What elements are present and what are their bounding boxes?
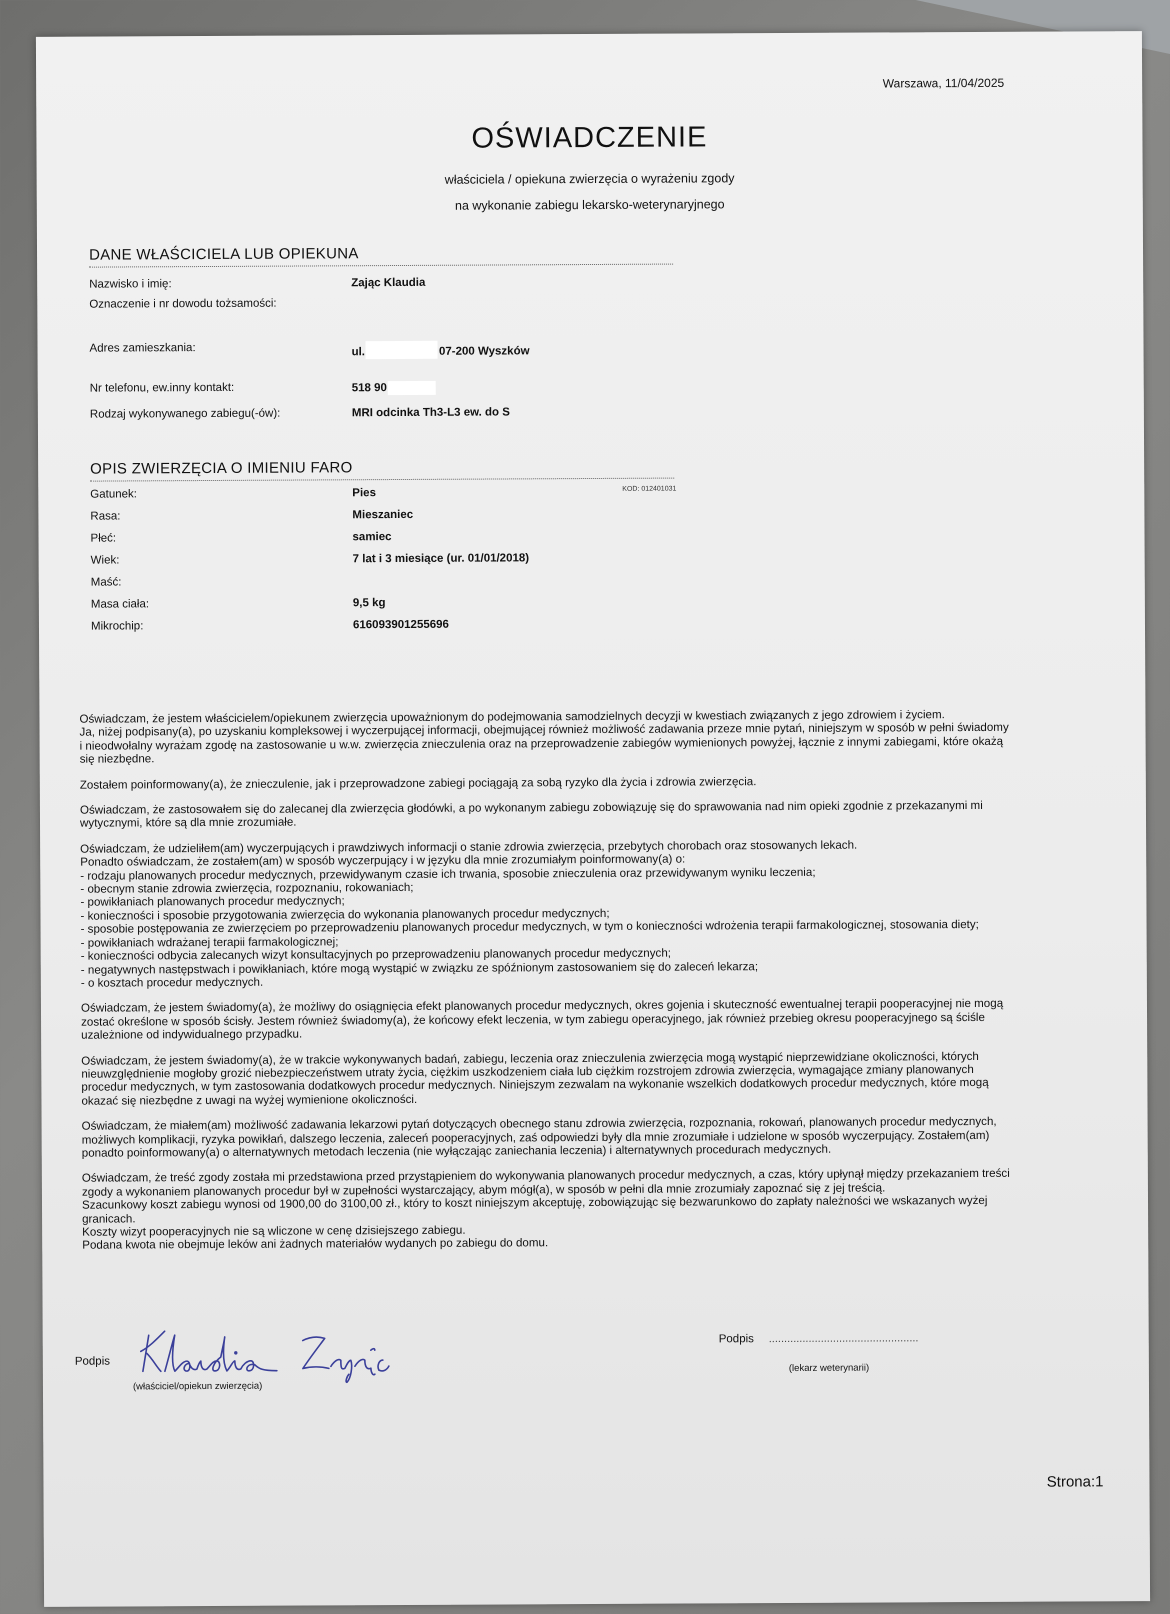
paragraph-line: Oświadczam, że treść zgody została mi przedstawiona przed przystąpieniem do wykonywania planowanych procedur medycznych, a czas, który upłynął między przekazaniem treści [81, 1167, 1010, 1186]
animal-row-value: 9,5 kg [352, 597, 386, 610]
paragraph-line: wytycznymi, które są dla mnie zrozumiałe. [79, 815, 297, 831]
owner-id-row [89, 295, 689, 311]
owner-phone-value [352, 381, 437, 395]
paragraph-line: - obecnym stanie zdrowia zwierzęcia, rozpoznaniu, rokowaniach; [80, 881, 414, 896]
paragraph-outcome [81, 997, 1091, 1043]
procedure-value: MRI odcinka Th3-L3 ew. do S [351, 406, 510, 420]
redaction-box [366, 341, 438, 359]
animal-section-heading: OPIS ZWIERZĘCIA O IMIENIU FARO [90, 458, 674, 482]
procedure-row [89, 405, 690, 421]
subtitle-line-1: właściciela / opiekuna zwierzęcia o wyrażeniu zgody [444, 171, 735, 187]
owner-address-value [351, 340, 529, 359]
address-prefix: ul. [351, 346, 366, 359]
animal-row-value: Pies [352, 487, 376, 500]
animal-row [90, 595, 691, 611]
owner-section-heading: DANE WŁAŚCICIELA LUB OPIEKUNA [89, 244, 673, 268]
address-suffix: 07-200 Wyszków [438, 345, 530, 358]
paragraph-line: Oświadczam, że jestem świadomy(a), że w trakcie wykonywanych badań, zabiegu, leczenia oraz znieczulenia zwierzęcia mogą wystąpić nieprzewidziane okoliczności, których [81, 1049, 979, 1068]
vet-signature-line: ................................................. [768, 1332, 919, 1346]
paragraph-line: Zostałem poinformowany(a), że znieczulenie, jak i przeprowadzone zabiegi pociągają za sobą ryzyko dla życia i zdrowia zwierzęcia. [79, 774, 757, 792]
paragraph-line: - o kosztach procedur medycznych. [80, 975, 264, 990]
vet-signature-label: Podpis [718, 1333, 754, 1346]
owner-phone-row [89, 379, 690, 395]
owner-handwritten-signature [135, 1326, 405, 1385]
animal-row-label: Mikrochip: [90, 620, 144, 633]
paragraph-line: - konieczności odbycia zalecanych wizyt konsultacyjnych po przeprowadzeniu planowanych procedur medycznych; [80, 946, 672, 963]
animal-row-label: Płeć: [90, 532, 117, 545]
paragraph-line: - powikłaniach planowanych procedur medycznych; [80, 894, 345, 910]
document-title: OŚWIADCZENIE [471, 121, 708, 155]
paragraph-line: - konieczności i sposobie przygotowania zwierzęcia do wykonania planowanych procedur medycznych; [80, 906, 610, 923]
owner-id-label: Oznaczenie i nr dowodu tożsamości: [89, 297, 277, 311]
paragraph-risk [80, 773, 1090, 792]
procedure-label: Rodzaj wykonywanego zabiegu(-ów): [89, 407, 281, 421]
animal-row-label: Maść: [90, 576, 122, 589]
paragraph-line: i nieodwołalny wyrażam zgodę na zastosowanie u w.w. zwierzęcia znieczulenia oraz na przeprowadzenie zabiegów wymienionych powyżej, łącznie z innymi zabiegami, które okażą [79, 734, 1004, 753]
paragraph-line: Koszty wizyt pooperacyjnych nie są wliczone w cenę dzisiejszego zabiegu. [82, 1223, 466, 1239]
paragraph-line: Oświadczam, że jestem właścicielem/opiekunem zwierzęcia upoważnionym do podejmowania samodzielnych decyzji w kwestiach związanych z jego zdrowiem i życiem. [79, 708, 945, 726]
paragraph-information [80, 837, 1091, 990]
animal-row-label: Wiek: [90, 554, 120, 567]
paragraph-unforeseen [81, 1049, 1091, 1108]
redaction-box [388, 381, 436, 395]
owner-address-row [89, 339, 689, 359]
owner-signature-role: (właściciel/opiekun zwierzęcia) [132, 1380, 263, 1393]
owner-name-row [89, 275, 689, 291]
paragraph-line: Oświadczam, że udzieliłem(am) wyczerpujących i prawdziwych informacji o stanie zdrowia zwierzęcia, przebytych chorobach oraz stosowanych lekach. [80, 838, 858, 856]
paragraph-line: - rodzaju planowanych procedur medycznych, przewidywanym czasie ich trwania, sposobie znieczulenia oraz przewidywanym wyniku leczenia; [80, 865, 816, 883]
animal-row [90, 551, 691, 567]
paragraph-line: możliwych komplikacji, ryzyka powikłań, dalszego leczenia, zaleceń pooperacyjnych, zaś odpowiedzi były dla mnie zrozumiałe i udzielone w sposób wyczerpujący. Zostałem(am) [81, 1128, 990, 1147]
paragraph-line: - negatywnych następstwach i powikłaniach, które mogą wystąpić w związku ze spóźnionym zastosowaniem się do zaleceń lekarza; [80, 959, 759, 977]
owner-signature-block [75, 1340, 415, 1412]
paragraph-line: - sposobie postępowania ze zwierzęciem po przeprowadzeniu planowanych procedur medycznych, w tym o konieczności wdrożenia terapii farmakologicznej, stosowania diety; [80, 918, 979, 936]
owner-signature-label: Podpis [74, 1355, 111, 1368]
subtitle-line-2: na wykonanie zabiegu lekarsko-weterynaryjnego [454, 197, 725, 213]
owner-name-value: Zając Klaudia [351, 276, 426, 290]
vet-signature-block [719, 1332, 979, 1393]
paragraph-line: Oświadczam, że zastosowałem się do zalecanej dla zwierzęcia głodówki, a po wykonanym zabiegu zobowiązuję się do sprawowania nad nim opieki zgodnie z przekazanymi mi [79, 798, 983, 817]
paragraph-line: Oświadczam, że jestem świadomy(a), że możliwy do osiągnięcia efekt planowanych procedur medycznych, okres gojenia i skuteczność ewentualnej terapii pooperacyjnej nie mogą [80, 997, 1004, 1015]
paragraph-line: ponadto poinformowany(a) o alternatywnych metodach leczenia (nie wyłączając zaniechania leczenia) i alternatywnych procedurach medycznych. [81, 1142, 832, 1160]
consent-body [79, 707, 1092, 1264]
owner-name-label: Nazwisko i imię: [89, 278, 172, 291]
animal-row-label: Gatunek: [90, 488, 137, 501]
animal-row [90, 617, 691, 633]
phone-prefix: 518 90 [351, 382, 387, 395]
animal-row-label: Rasa: [90, 510, 121, 523]
animal-row-value: 616093901255696 [352, 618, 449, 632]
animal-row-value: Mieszaniec [352, 508, 414, 522]
animal-row-value: 7 lat i 3 miesiące (ur. 01/01/2018) [352, 552, 530, 566]
paragraph-line: zgody a wykonaniem planowanych procedur był w zupełności wystarczający, abym mógł(a), w sposób w pełni dla mnie zrozumiały zapoznać się z jej treścią. [81, 1181, 886, 1199]
paragraph-line: Oświadczam, że miałem(am) możliwość zadawania lekarzowi pytań dotyczących obecnego stanu zdrowia zwierzęcia, rozpoznania, rokowań, planowanych procedur medycznych, [81, 1115, 997, 1133]
animal-row [90, 529, 690, 545]
animal-row-value: samiec [352, 531, 392, 544]
paragraph-line: nieuwzględnienie mogłoby grozić niebezpieczeństwem utraty życia, ciężkim uszkodzeniem ciała lub ciężkim rozstrojem zdrowia zwierzęcia, wymagające zmiany planowanych [81, 1062, 974, 1081]
animal-code: KOD: 012401031 [622, 485, 677, 493]
paragraph-cost [82, 1167, 1092, 1253]
animal-row [90, 573, 691, 589]
page-number: Strona:1 [1046, 1473, 1104, 1491]
paragraph-line: Podana kwota nie obejmuje leków ani żadnych materiałów wydanych po zabiegu do domu. [82, 1236, 549, 1253]
animal-row [90, 507, 690, 523]
paragraph-authority [79, 707, 1089, 766]
animal-row-label: Masa ciała: [90, 598, 150, 611]
paragraph-line: okazać się niezbędne z uwagi na wyżej wymienione okoliczności. [81, 1092, 418, 1108]
paragraph-line: uzależnione od indywidualnego przypadku. [81, 1027, 303, 1042]
paragraph-line: granicach. [82, 1211, 136, 1226]
owner-phone-label: Nr telefonu, ew.inny kontakt: [89, 381, 235, 395]
paragraph-line: się niezbędne. [79, 752, 155, 766]
paragraph-line: procedur medycznych, w tym zastosowania dodatkowych procedur medycznych. Niniejszym zezwalam na wykonanie wszelkich dodatkowych procedur medycznych, które mogą [81, 1076, 989, 1095]
document-date: Warszawa, 11/04/2025 [882, 75, 1005, 91]
consent-document [36, 31, 1150, 1607]
paragraph-line: Szacunkowy koszt zabiegu wynosi od 1900,00 do 3100,00 zł., który to koszt niniejszym akceptuję, zobowiązując się bezwarunkowo do zapłaty należności we wskazanych wyżej [81, 1194, 988, 1212]
paragraph-line: Ja, niżej podpisany(a), po uzyskaniu kompleksowej i wyczerpującej informacji, obejmującej również możliwość zadawania przeze mnie pytań, niniejszym w sposób w pełni świadomy [79, 721, 1009, 740]
vet-signature-role: (lekarz weterynarii) [788, 1362, 870, 1374]
paragraph-questions [82, 1115, 1092, 1161]
paragraph-line: Ponadto oświadczam, że zostałem(am) w sposób wyczerpujący i w języku dla mnie zrozumiałym poinformowany(a) o: [80, 852, 686, 869]
owner-address-label: Adres zamieszkania: [89, 342, 196, 355]
paragraph-line: zostać określone w sposób ścisły. Jestem również świadomy(a), że końcowy efekt leczenia, w tym zabiegu operacyjnego, jak również przebieg okresu pooperacyjnego są ściśle [81, 1010, 985, 1029]
paragraph-fasting [80, 798, 1090, 830]
document-subtitle [37, 163, 1143, 221]
paragraph-line: - powikłaniach wdrażanej terapii farmakologicznej; [80, 935, 339, 950]
